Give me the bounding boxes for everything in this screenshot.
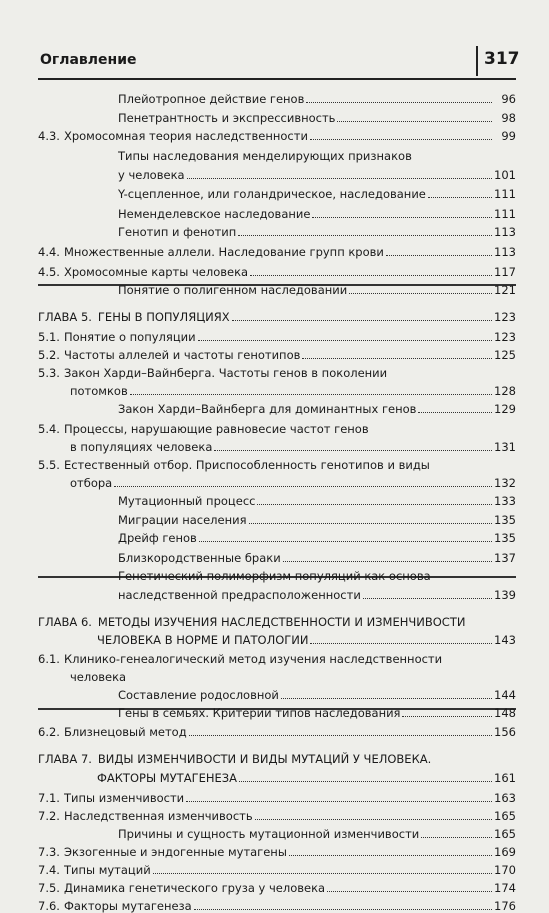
toc-dot-leader [386, 255, 492, 256]
toc-line [118, 569, 516, 583]
toc-line [38, 330, 516, 344]
toc-page-number: 137 [494, 551, 516, 565]
toc-page-number: 133 [494, 494, 516, 508]
toc-page-number: 165 [494, 827, 516, 841]
toc-dot-leader [199, 541, 492, 542]
toc-line [70, 384, 516, 398]
toc-title: Хромосомная теория наследственности [63, 129, 308, 143]
toc-number: 5.2. [38, 348, 60, 362]
toc-title: Факторы мутагенеза [63, 899, 192, 913]
toc-number: ГЛАВА 5. [38, 310, 92, 324]
toc-line [38, 809, 516, 823]
toc-title: Гены в семьях. Критерии типов наследования [118, 706, 401, 720]
toc-dot-leader [249, 523, 492, 524]
toc-dot-leader [194, 909, 492, 910]
toc-page-number: 135 [494, 513, 516, 527]
toc-line [38, 845, 516, 859]
toc-dot-leader [232, 320, 492, 321]
toc-title: Множественные аллели. Наследование групп крови [63, 245, 384, 259]
toc-page-number: 131 [494, 440, 516, 454]
toc-title: у человека [118, 168, 185, 182]
toc-number: ГЛАВА 6. [38, 615, 92, 629]
toc-line [38, 791, 516, 805]
toc-title: Неменделевское наследование [118, 207, 311, 221]
header-title: Оглавление [40, 52, 137, 68]
toc-line [70, 670, 516, 684]
toc-page-number: 174 [494, 881, 516, 895]
toc-title: Составление родословной [118, 688, 279, 702]
toc-line [70, 476, 516, 490]
toc-page-number: 143 [494, 633, 516, 647]
toc-line [118, 513, 516, 527]
toc-dot-leader [337, 121, 492, 122]
toc-line [38, 245, 516, 259]
toc-number: 6.1. [38, 652, 60, 666]
toc-page-number: 169 [494, 845, 516, 859]
toc-dot-leader [239, 781, 492, 782]
toc-number: ГЛАВА 7. [38, 752, 92, 766]
header-page-number: 317 [484, 49, 520, 69]
toc-page-number: 165 [494, 809, 516, 823]
toc-line [118, 494, 516, 508]
toc-number: 5.4. [38, 422, 60, 436]
toc-dot-leader [310, 139, 492, 140]
toc-number: 7.3. [38, 845, 60, 859]
toc-dot-leader [153, 873, 492, 874]
toc-number: 7.5. [38, 881, 60, 895]
toc-page-number: 111 [494, 187, 516, 201]
toc-title: Y-сцепленное, или голандрическое, наследование [118, 187, 426, 201]
toc-line [118, 402, 516, 416]
toc-chapter-line [38, 615, 516, 629]
toc-title: Динамика генетического груза у человека [63, 881, 326, 895]
toc-title: Типы изменчивости [63, 791, 185, 805]
toc-title: Миграции населения [118, 513, 247, 527]
toc-dot-leader [198, 340, 492, 341]
toc-number: 7.2. [38, 809, 60, 823]
toc-page-number: 125 [494, 348, 516, 362]
toc-dot-leader [418, 412, 492, 413]
toc-title: Пенетрантность и экспрессивность [118, 111, 336, 125]
toc-line [118, 827, 516, 841]
toc-dot-leader [349, 293, 492, 294]
toc-title: наследственной предрасположенности [118, 588, 361, 602]
toc-dot-leader [257, 504, 492, 505]
toc-line [38, 366, 516, 380]
toc-dot-leader [402, 716, 492, 717]
toc-page-number: 123 [494, 310, 516, 324]
toc-line [38, 129, 516, 143]
toc-page-number: 96 [501, 92, 516, 106]
toc-title: Закон Харди–Вайнберга. Частоты генов в поколении [63, 366, 388, 380]
toc-title: ФАКТОРЫ МУТАГЕНЕЗА [97, 771, 237, 785]
toc-chapter-line [38, 310, 516, 324]
toc-dot-leader [312, 217, 492, 218]
toc-title: Близнецовый метод [63, 725, 187, 739]
toc-line [38, 652, 516, 666]
toc-number: 7.6. [38, 899, 60, 913]
toc-title: Дрейф генов [118, 531, 197, 545]
toc-dot-leader [238, 235, 492, 236]
toc-page-number: 99 [501, 129, 516, 143]
toc-line [118, 149, 516, 163]
toc-number: 6.2. [38, 725, 60, 739]
toc-line [118, 688, 516, 702]
toc-title: Типы мутаций [63, 863, 151, 877]
toc-title: отбора [70, 476, 113, 490]
toc-title: Плейотропное действие генов [118, 92, 305, 106]
toc-line [38, 348, 516, 362]
toc-line [38, 863, 516, 877]
toc-line [118, 283, 516, 297]
toc-dot-leader [363, 598, 492, 599]
toc-page-number: 123 [494, 330, 516, 344]
toc-line [38, 458, 516, 472]
toc-page-number: 156 [494, 725, 516, 739]
toc-title: ГЕНЫ В ПОПУЛЯЦИЯХ [97, 310, 230, 324]
toc-title: Процессы, нарушающие равновесие частот генов [63, 422, 369, 436]
toc-title: потомков [70, 384, 128, 398]
toc-page-number: 139 [494, 588, 516, 602]
toc-title: Экзогенные и эндогенные мутагены [63, 845, 287, 859]
toc-title: Наследственная изменчивость [63, 809, 253, 823]
toc-page-number: 148 [494, 706, 516, 720]
toc-line [118, 706, 516, 720]
toc-chapter-line [97, 771, 516, 785]
toc-number: 5.5. [38, 458, 60, 472]
toc-dot-leader [114, 486, 492, 487]
toc-dot-leader [214, 450, 492, 451]
toc-title: Частоты аллелей и частоты генотипов [63, 348, 301, 362]
toc-line [38, 265, 516, 279]
toc-page-number: 129 [494, 402, 516, 416]
toc-dot-leader [421, 837, 492, 838]
toc-line [118, 111, 516, 125]
toc-page-number: 113 [494, 245, 516, 259]
toc-page-number: 128 [494, 384, 516, 398]
toc-dot-leader [428, 197, 492, 198]
toc-number: 5.3. [38, 366, 60, 380]
toc-line [118, 187, 516, 201]
toc-line [118, 168, 516, 182]
toc-dot-leader [187, 178, 492, 179]
toc-title: Клинико-генеалогический метод изучения наследственности [63, 652, 443, 666]
toc-title: Мутационный процесс [118, 494, 256, 508]
toc-title: Генотип и фенотип [118, 225, 237, 239]
toc-dot-leader [255, 819, 492, 820]
toc-line [70, 440, 516, 454]
toc-dot-leader [186, 801, 492, 802]
toc-title: в популяциях человека [70, 440, 213, 454]
toc-title: Близкородственные браки [118, 551, 281, 565]
toc-page-number: 163 [494, 791, 516, 805]
toc-page-number: 113 [494, 225, 516, 239]
toc-dot-leader [289, 855, 492, 856]
toc-title: Генетический полиморфизм популяций как основа [118, 569, 431, 583]
toc-number: 7.1. [38, 791, 60, 805]
toc-line [118, 225, 516, 239]
toc-title: МЕТОДЫ ИЗУЧЕНИЯ НАСЛЕДСТВЕННОСТИ И ИЗМЕНЧИВОСТИ [97, 615, 466, 629]
toc-title: Хромосомные карты человека [63, 265, 249, 279]
toc-dot-leader [306, 102, 492, 103]
toc-chapter-line [97, 633, 516, 647]
toc-title: человека [70, 670, 127, 684]
toc-number: 4.4. [38, 245, 60, 259]
toc-dot-leader [250, 275, 492, 276]
toc-title: Естественный отбор. Приспособленность генотипов и виды [63, 458, 430, 472]
toc-number: 4.3. [38, 129, 60, 143]
toc-title: Понятие о популяции [63, 330, 196, 344]
toc-page-number: 101 [494, 168, 516, 182]
toc-line [38, 725, 516, 739]
toc-page-number: 135 [494, 531, 516, 545]
toc-chapter-line [38, 752, 516, 766]
toc-line [118, 92, 516, 106]
toc-line [118, 531, 516, 545]
toc-line [118, 551, 516, 565]
toc-title: Причины и сущность мутационной изменчивости [118, 827, 420, 841]
toc-page-number: 117 [494, 265, 516, 279]
toc-title: ЧЕЛОВЕКА В НОРМЕ И ПАТОЛОГИИ [97, 633, 309, 647]
toc-line [118, 588, 516, 602]
toc-number: 5.1. [38, 330, 60, 344]
toc-dot-leader [327, 891, 492, 892]
toc-number: 7.4. [38, 863, 60, 877]
toc-dot-leader [130, 394, 492, 395]
toc-page-number: 176 [494, 899, 516, 913]
toc-dot-leader [281, 698, 492, 699]
toc-page-number: 170 [494, 863, 516, 877]
toc-number: 4.5. [38, 265, 60, 279]
toc-line [118, 207, 516, 221]
toc-dot-leader [310, 643, 492, 644]
toc-title: Типы наследования менделирующих признаков [118, 149, 412, 163]
toc-title: Закон Харди–Вайнберга для доминантных генов [118, 402, 417, 416]
toc-page-number: 144 [494, 688, 516, 702]
toc-dot-leader [283, 561, 492, 562]
toc-title: ВИДЫ ИЗМЕНЧИВОСТИ И ВИДЫ МУТАЦИЙ У ЧЕЛОВЕКА. [97, 752, 432, 766]
toc-dot-leader [189, 735, 492, 736]
toc-page-number: 132 [494, 476, 516, 490]
toc-line [38, 881, 516, 895]
toc-page-number: 111 [494, 207, 516, 221]
toc-line [38, 899, 516, 913]
toc-title: Понятие о полигенном наследовании [118, 283, 348, 297]
toc-page-number: 98 [501, 111, 516, 125]
toc-page-number: 161 [494, 771, 516, 785]
toc-page-number: 121 [494, 283, 516, 297]
toc-line [38, 422, 516, 436]
toc-dot-leader [302, 358, 492, 359]
